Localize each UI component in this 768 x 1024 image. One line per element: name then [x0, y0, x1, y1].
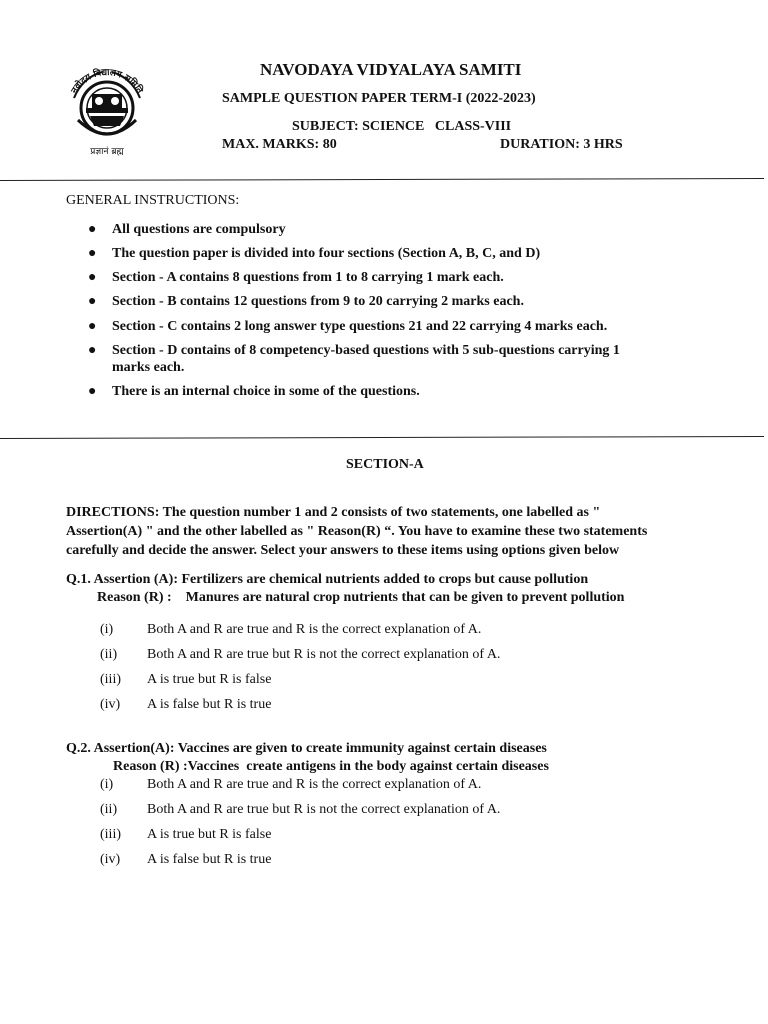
instructions-heading-colon: : — [235, 193, 240, 208]
option-number: (iii) — [100, 827, 121, 842]
instruction-item-continuation: marks each. — [112, 360, 185, 375]
instruction-item: All questions are compulsory — [112, 222, 286, 237]
question-2-reason: Reason (R) :Vaccines create antigens in the body against certain diseases — [113, 759, 549, 774]
option-number: (iv) — [100, 852, 121, 867]
bullet-icon: ● — [88, 384, 97, 399]
instruction-item: Section - B contains 12 questions from 9 to 20 carrying 2 marks each. — [112, 294, 524, 309]
header-divider — [0, 178, 764, 181]
bullet-icon: ● — [88, 222, 97, 237]
logo-bottom-text: प्रज्ञानं ब्रह्म — [90, 147, 124, 157]
option-number: (i) — [100, 777, 114, 792]
question-2-assertion: Q.2. Assertion(A): Vaccines are given to create immunity against certain diseases — [66, 741, 547, 756]
option-text: Both A and R are true but R is not the correct explanation of A. — [147, 647, 501, 662]
option-text: Both A and R are true and R is the correct explanation of A. — [147, 777, 482, 792]
max-marks: MAX. MARKS: 80 — [222, 137, 337, 152]
option-number: (ii) — [100, 647, 118, 662]
instruction-item: Section - C contains 2 long answer type questions 21 and 22 carrying 4 marks each. — [112, 319, 608, 334]
section-divider — [0, 436, 764, 439]
directions-line: DIRECTIONS: The question number 1 and 2 consists of two statements, one labelled as " — [66, 505, 601, 520]
instruction-item: The question paper is divided into four sections (Section A, B, C, and D) — [112, 246, 541, 261]
instructions-heading — [66, 193, 239, 209]
option-number: (i) — [100, 622, 114, 637]
org-title: NAVODAYA VIDYALAYA SAMITI — [260, 60, 522, 79]
option-text: A is false but R is true — [147, 697, 272, 712]
directions-line: Assertion(A) " and the other labelled as " Reason(R) “. You have to examine these two statements — [66, 524, 648, 539]
instruction-item: Section - D contains of 8 competency-based questions with 5 sub-questions carrying 1 — [112, 343, 620, 358]
option-text: Both A and R are true and R is the correct explanation of A. — [147, 622, 482, 637]
directions-line: carefully and decide the answer. Select your answers to these items using options given below — [66, 543, 620, 558]
nvs-emblem-logo — [62, 58, 152, 158]
bullet-icon: ● — [88, 270, 97, 285]
option-text: Both A and R are true but R is not the correct explanation of A. — [147, 802, 501, 817]
section-title: SECTION-A — [346, 457, 424, 472]
paper-title: SAMPLE QUESTION PAPER TERM-I (2022-2023) — [222, 91, 536, 106]
instruction-item: There is an internal choice in some of the questions. — [112, 384, 420, 399]
duration: DURATION: 3 HRS — [500, 137, 623, 152]
instructions-heading-text: GENERAL INSTRUCTIONS — [66, 193, 236, 208]
question-1-assertion: Q.1. Assertion (A): Fertilizers are chemical nutrients added to crops but cause pollution — [66, 572, 589, 587]
subject-line: SUBJECT: SCIENCE CLASS-VIII — [292, 119, 512, 134]
option-text: A is false but R is true — [147, 852, 272, 867]
question-1-reason: Reason (R) : Manures are natural crop nutrients that can be given to prevent pollution — [97, 590, 625, 605]
bullet-icon: ● — [88, 319, 97, 334]
option-number: (ii) — [100, 802, 118, 817]
bullet-icon: ● — [88, 343, 97, 358]
bullet-icon: ● — [88, 246, 97, 261]
option-text: A is true but R is false — [147, 672, 272, 687]
option-text: A is true but R is false — [147, 827, 272, 842]
bullet-icon: ● — [88, 294, 97, 309]
logo-top-text: नवोदय विद्यालय समिति — [69, 67, 145, 96]
option-number: (iv) — [100, 697, 121, 712]
instruction-item: Section - A contains 8 questions from 1 to 8 carrying 1 mark each. — [112, 270, 504, 285]
option-number: (iii) — [100, 672, 121, 687]
